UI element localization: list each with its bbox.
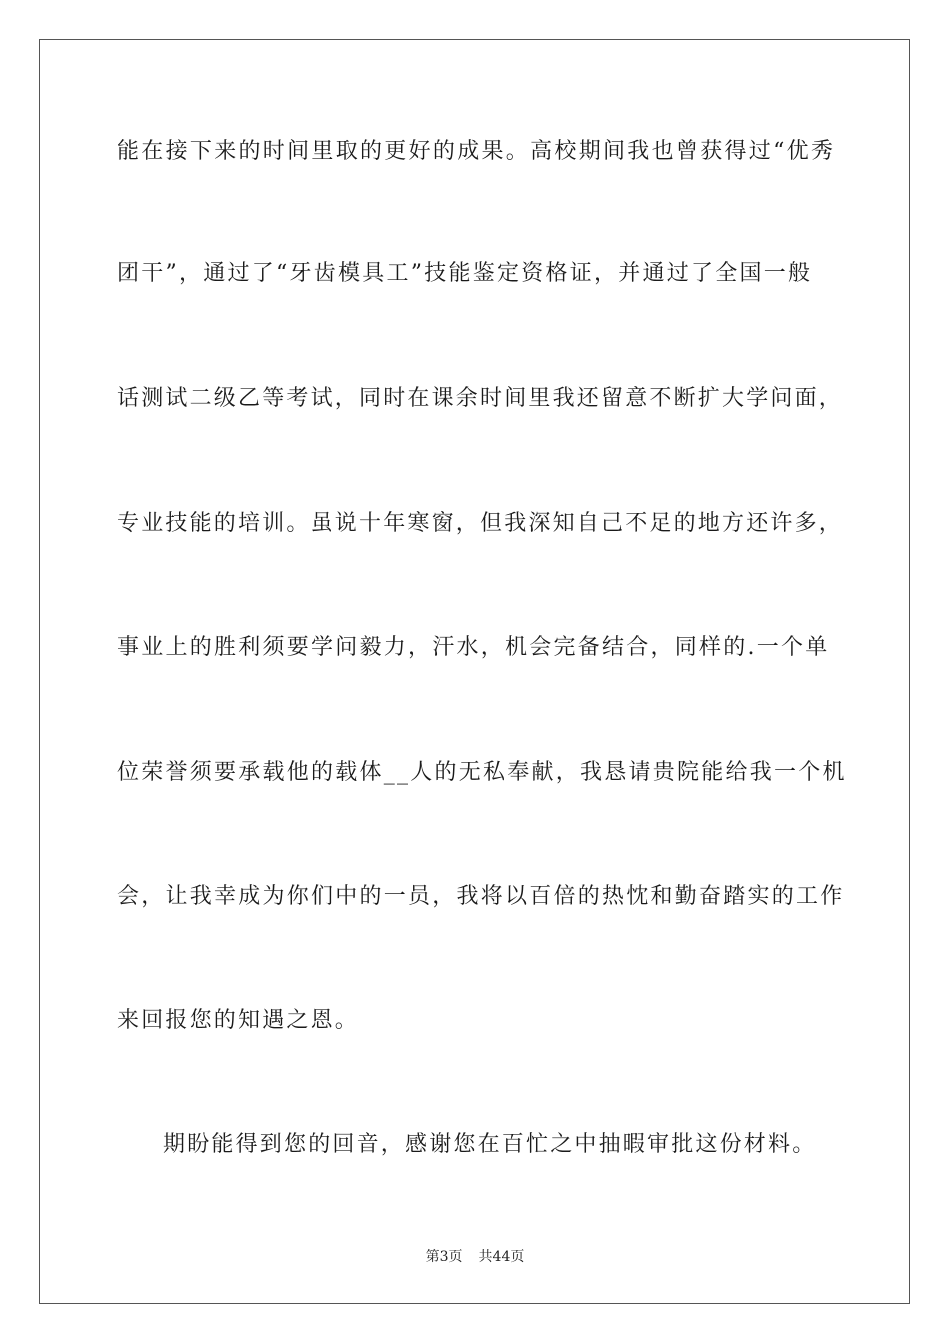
page-number: 第3页 (425, 1249, 463, 1265)
body-line-5: 事业上的胜利须要学问毅力，汗水，机会完备结合，同样的.一个单 (117, 635, 830, 660)
page-total: 共44页 (478, 1249, 525, 1265)
page-footer (0, 1248, 950, 1266)
body-line-4: 专业技能的培训。虽说十年寒窗，但我深知自己不足的地方还许多， (117, 511, 844, 536)
closing-paragraph: 期盼能得到您的回音，感谢您在百忙之中抽暇审批这份材料。 (163, 1132, 817, 1157)
body-line-8: 来回报您的知遇之恩。 (117, 1008, 360, 1033)
body-line-2: 团干”，通过了“牙齿模具工”技能鉴定资格证，并通过了全国一般 (117, 261, 813, 286)
page-border (39, 39, 910, 1304)
body-line-3: 话测试二级乙等考试，同时在课余时间里我还留意不断扩大学问面， (117, 386, 844, 411)
body-line-7: 会，让我幸成为你们中的一员，我将以百倍的热忱和勤奋踏实的工作 (117, 884, 845, 909)
body-line-1: 能在接下来的时间里取的更好的成果。高校期间我也曾获得过“优秀 (117, 139, 836, 164)
body-line-6: 位荣誉须要承载他的载体__人的无私奉献，我恳请贵院能给我一个机 (117, 760, 847, 785)
